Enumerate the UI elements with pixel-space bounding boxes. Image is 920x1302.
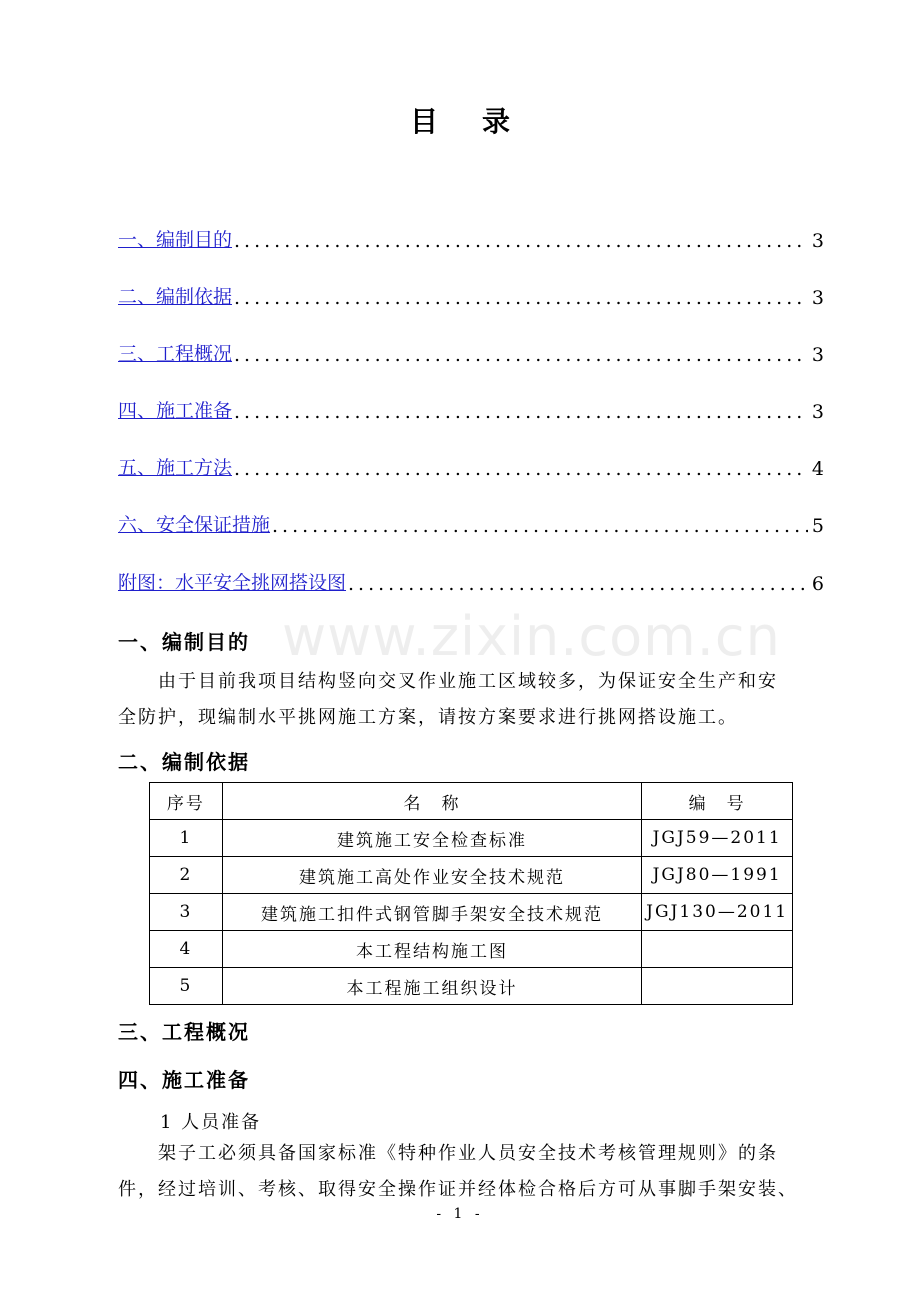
toc-page-number: 4 bbox=[811, 458, 824, 480]
toc-link[interactable]: 六、安全保证措施 bbox=[118, 514, 271, 536]
toc-page-number: 3 bbox=[811, 230, 824, 252]
subsection-heading: 1 人员准备 bbox=[160, 1112, 262, 1133]
table-cell: 3 bbox=[150, 894, 223, 931]
table-cell: JGJ80—1991 bbox=[642, 857, 793, 894]
table-cell: 本工程结构施工图 bbox=[222, 931, 642, 968]
table-row bbox=[150, 931, 793, 968]
section-heading: 二、编制依据 bbox=[118, 750, 250, 774]
table-cell: 本工程施工组织设计 bbox=[222, 968, 642, 1005]
toc-link[interactable]: 附图：水平安全挑网搭设图 bbox=[118, 572, 347, 594]
watermark: www.zixin.com.cn bbox=[282, 605, 781, 668]
toc-leader-dots bbox=[272, 515, 808, 537]
table-cell: 4 bbox=[150, 931, 223, 968]
column-header: 编 号 bbox=[642, 783, 793, 820]
table-cell: 建筑施工扣件式钢管脚手架安全技术规范 bbox=[222, 894, 642, 931]
section-heading: 四、施工准备 bbox=[118, 1068, 250, 1092]
toc-entry[interactable] bbox=[118, 450, 824, 480]
table-cell: 建筑施工安全检查标准 bbox=[222, 820, 642, 857]
toc-link[interactable]: 四、施工准备 bbox=[118, 400, 233, 422]
page-title bbox=[0, 100, 920, 140]
toc-leader-dots bbox=[234, 458, 808, 480]
table-cell bbox=[642, 931, 793, 968]
paragraph-line: 全防护，现编制水平挑网施工方案，请按方案要求进行挑网搭设施工。 bbox=[118, 707, 738, 728]
table-cell bbox=[642, 968, 793, 1005]
table-cell: JGJ130—2011 bbox=[642, 894, 793, 931]
title-char-1: 目 bbox=[409, 105, 438, 138]
table-header-row bbox=[150, 783, 793, 820]
toc-leader-dots bbox=[348, 573, 808, 595]
toc-page-number: 3 bbox=[811, 287, 824, 309]
toc-entry[interactable] bbox=[118, 393, 824, 423]
page-number-footer: - 1 - bbox=[436, 1206, 484, 1222]
toc-page-number: 6 bbox=[811, 573, 824, 595]
table-cell: 2 bbox=[150, 857, 223, 894]
table-cell: 5 bbox=[150, 968, 223, 1005]
toc-link[interactable]: 一、编制目的 bbox=[118, 229, 233, 251]
table-cell: JGJ59—2011 bbox=[642, 820, 793, 857]
section-paragraph bbox=[118, 1136, 824, 1208]
toc-link[interactable]: 三、工程概况 bbox=[118, 343, 233, 365]
table-row bbox=[150, 820, 793, 857]
table-cell: 1 bbox=[150, 820, 223, 857]
toc-page-number: 3 bbox=[811, 344, 824, 366]
paragraph-line: 由于目前我项目结构竖向交叉作业施工区域较多，为保证安全生产和安 bbox=[158, 671, 778, 692]
reference-table bbox=[149, 782, 793, 1005]
toc-leader-dots bbox=[234, 401, 808, 423]
toc-page-number: 5 bbox=[811, 515, 824, 537]
table-row bbox=[150, 894, 793, 931]
paragraph-line: 件，经过培训、考核、取得安全操作证并经体检合格后方可从事脚手架安装、 bbox=[118, 1179, 798, 1200]
toc-leader-dots bbox=[234, 344, 808, 366]
column-header: 名 称 bbox=[222, 783, 642, 820]
title-char-2: 录 bbox=[482, 105, 511, 138]
section-heading: 一、编制目的 bbox=[118, 630, 250, 654]
toc-leader-dots bbox=[234, 287, 808, 309]
toc-page-number: 3 bbox=[811, 401, 824, 423]
paragraph-line: 架子工必须具备国家标准《特种作业人员安全技术考核管理规则》的条 bbox=[158, 1143, 778, 1164]
toc-leader-dots bbox=[234, 230, 808, 252]
toc-entry[interactable] bbox=[118, 565, 824, 595]
toc-link[interactable]: 二、编制依据 bbox=[118, 286, 233, 308]
section-heading: 三、工程概况 bbox=[118, 1020, 250, 1044]
toc-link[interactable]: 五、施工方法 bbox=[118, 457, 233, 479]
toc-entry[interactable] bbox=[118, 222, 824, 252]
toc-entry[interactable] bbox=[118, 507, 824, 537]
section-paragraph bbox=[118, 664, 824, 736]
toc-entry[interactable] bbox=[118, 336, 824, 366]
table-row bbox=[150, 968, 793, 1005]
toc-entry[interactable] bbox=[118, 279, 824, 309]
table-row bbox=[150, 857, 793, 894]
table-cell: 建筑施工高处作业安全技术规范 bbox=[222, 857, 642, 894]
column-header: 序号 bbox=[150, 783, 223, 820]
